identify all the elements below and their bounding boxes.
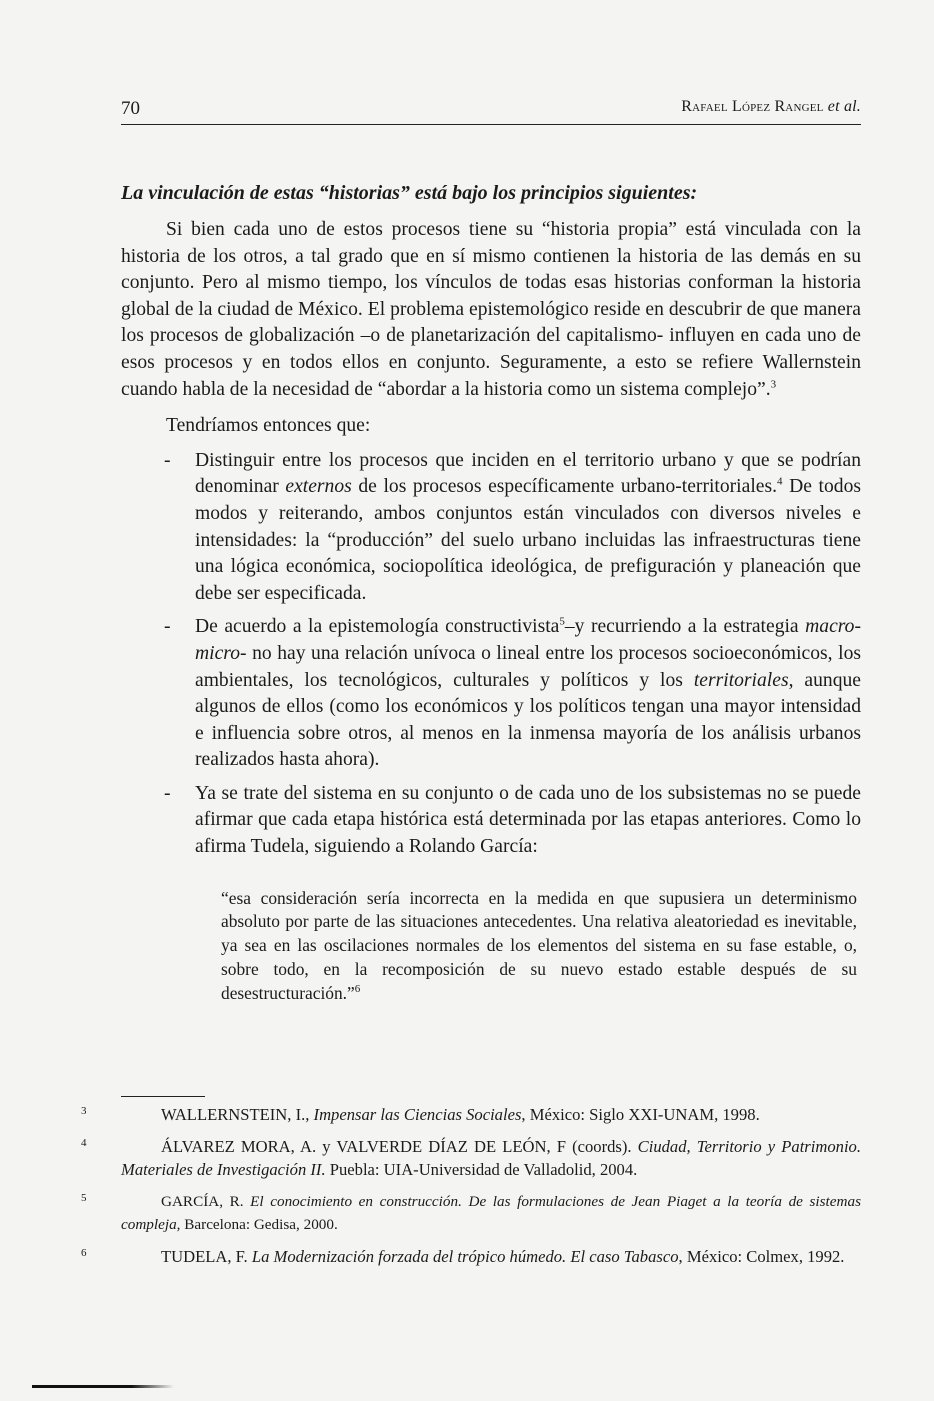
footnote-number: 6 (81, 1247, 87, 1260)
bullet-text: De acuerdo a la epistemología constructivista (195, 616, 560, 638)
footnote-ref: 5 (559, 615, 565, 628)
main-content (121, 180, 861, 1006)
footnote-text: TUDELA, F. (161, 1247, 252, 1267)
scan-edge-mark (32, 1385, 174, 1388)
footnote (81, 1191, 861, 1236)
bullet-emphasis: territoriales (693, 669, 789, 691)
bullet-text: –y recurriendo a la estrategia (564, 616, 806, 638)
footnote-number: 3 (81, 1105, 87, 1117)
footnote-title: El conocimiento en construcción. De las formulaciones de Jean Piaget a la teoría de sistemas compleja (121, 1193, 861, 1233)
quote-text: “esa consideración sería incorrecta en la medida en que supusiera un determinismo absoluto por parte de las situaciones antecedentes. Una relativa aleatoriedad es inevitable, ya sea en las oscilaciones normales de los elementos del sistema en su fase estable, o, sobre todo, en la recomposición de su nuevo estado estable después de su desestructuración.” (221, 887, 857, 1003)
bullet-text: Ya se trate del sistema en su conjunto o de cada uno de los subsistemas no se puede afirmar que cada etapa histórica está determinada por las etapas anteriores. Como lo afirma Tudela, siguiendo a Rolando García: (195, 782, 861, 858)
footnote-number: 5 (81, 1192, 87, 1205)
footnote-title: La Modernización forzada del trópico húmedo. El caso Tabasco (251, 1247, 679, 1267)
footnote-text: ÁLVAREZ MORA, A. y VALVERDE DÍAZ DE LEÓN, F (coords). (161, 1137, 638, 1157)
bullet-text: , aunque algunos de ellos (como los económicos y los políticos tengan una mayor intensidad e influencia sobre otros, al menos en la inmensa mayoría de los análisis urbanos realizados hasta ahora). (195, 669, 861, 771)
paragraph-text: Si bien cada uno de estos procesos tiene su “historia propia” está vinculada con la historia de los otros, a tal grado que en sí mismo contienen la historia de las demás en su conjunto. Pero al mismo tiempo, los vínculos de todas esas historias conforman la historia global de la ciudad de México. El problema epistemológico reside en descubrir de que manera los procesos de globalización –o de planetarización del capitalismo- influyen en cada uno de esos procesos y en todos ellos en conjunto. Seguramente, a esto se refiere Wallernstein cuando habla de la necesidad de “abordar a la historia como un sistema complejo”. (121, 219, 861, 400)
footnote-text: , México: Siglo XXI-UNAM, 1998. (521, 1105, 760, 1124)
footnote (81, 1246, 861, 1268)
bullet-text: de los procesos específicamente urbano-territoriales. (351, 476, 777, 498)
section-heading: La vinculación de estas “historias” está bajo los principios siguientes: (121, 182, 698, 204)
bullet-item (121, 781, 861, 861)
bullet-item (121, 448, 861, 608)
footnote-title: Impensar las Ciencias Sociales (313, 1105, 522, 1124)
footnote (81, 1136, 862, 1181)
bullet-item (121, 614, 861, 774)
running-head (681, 98, 861, 116)
page-number: 70 (121, 98, 140, 119)
bullet-list (121, 448, 861, 861)
running-head-etal: et al. (827, 98, 861, 115)
footnotes (81, 1104, 862, 1278)
body-paragraph (121, 217, 861, 403)
footnote-text: Puebla: UIA-Universidad de Valladolid, 2004. (325, 1159, 638, 1179)
footnote-text: , Barcelona: Gedisa, 2000. (176, 1215, 338, 1233)
footnote-text: GARCÍA, R. (161, 1193, 251, 1211)
footnote-ref: 6 (354, 983, 361, 996)
footnote-text: WALLERNSTEIN, I., (161, 1105, 314, 1124)
bullet-text: no hay una relación unívoca o lineal entre los procesos socioeconómicos, los ambientales, los tecnológicos, culturales y políticos y los (195, 642, 861, 691)
bullet-emphasis: macro-micro- (195, 616, 861, 664)
block-quote (221, 887, 857, 1006)
page-header (121, 98, 861, 125)
bullet-dash: - (164, 616, 171, 638)
bullet-dash: - (164, 782, 171, 804)
footnote-divider (121, 1096, 205, 1097)
lead-sentence: Tendríamos entonces que: (166, 415, 371, 437)
bullet-dash: - (164, 449, 171, 471)
footnote-number: 4 (81, 1137, 87, 1150)
bullet-text: Distinguir entre los procesos que inciden en el territorio urbano y que se podrían denominar (195, 449, 861, 498)
running-head-author: Rafael López Rangel (681, 98, 824, 115)
footnote-ref: 4 (777, 475, 783, 488)
footnote (81, 1104, 861, 1126)
footnote-title: Ciudad, Territorio y Patrimonio. Materiales de Investigación II. (121, 1137, 862, 1179)
bullet-emphasis: externos (285, 476, 352, 498)
footnote-ref: 3 (770, 378, 777, 391)
footnote-text: , México: Colmex, 1992. (678, 1247, 845, 1267)
bullet-text: De todos modos y reiterando, ambos conjuntos están vinculados con diversos niveles e intensidades: la “producción” del suelo urbano incluidas las infraestructuras tiene una lógica económica, sociopolítica ideológica, de prefiguración y planeación que debe ser especificada. (195, 476, 861, 604)
